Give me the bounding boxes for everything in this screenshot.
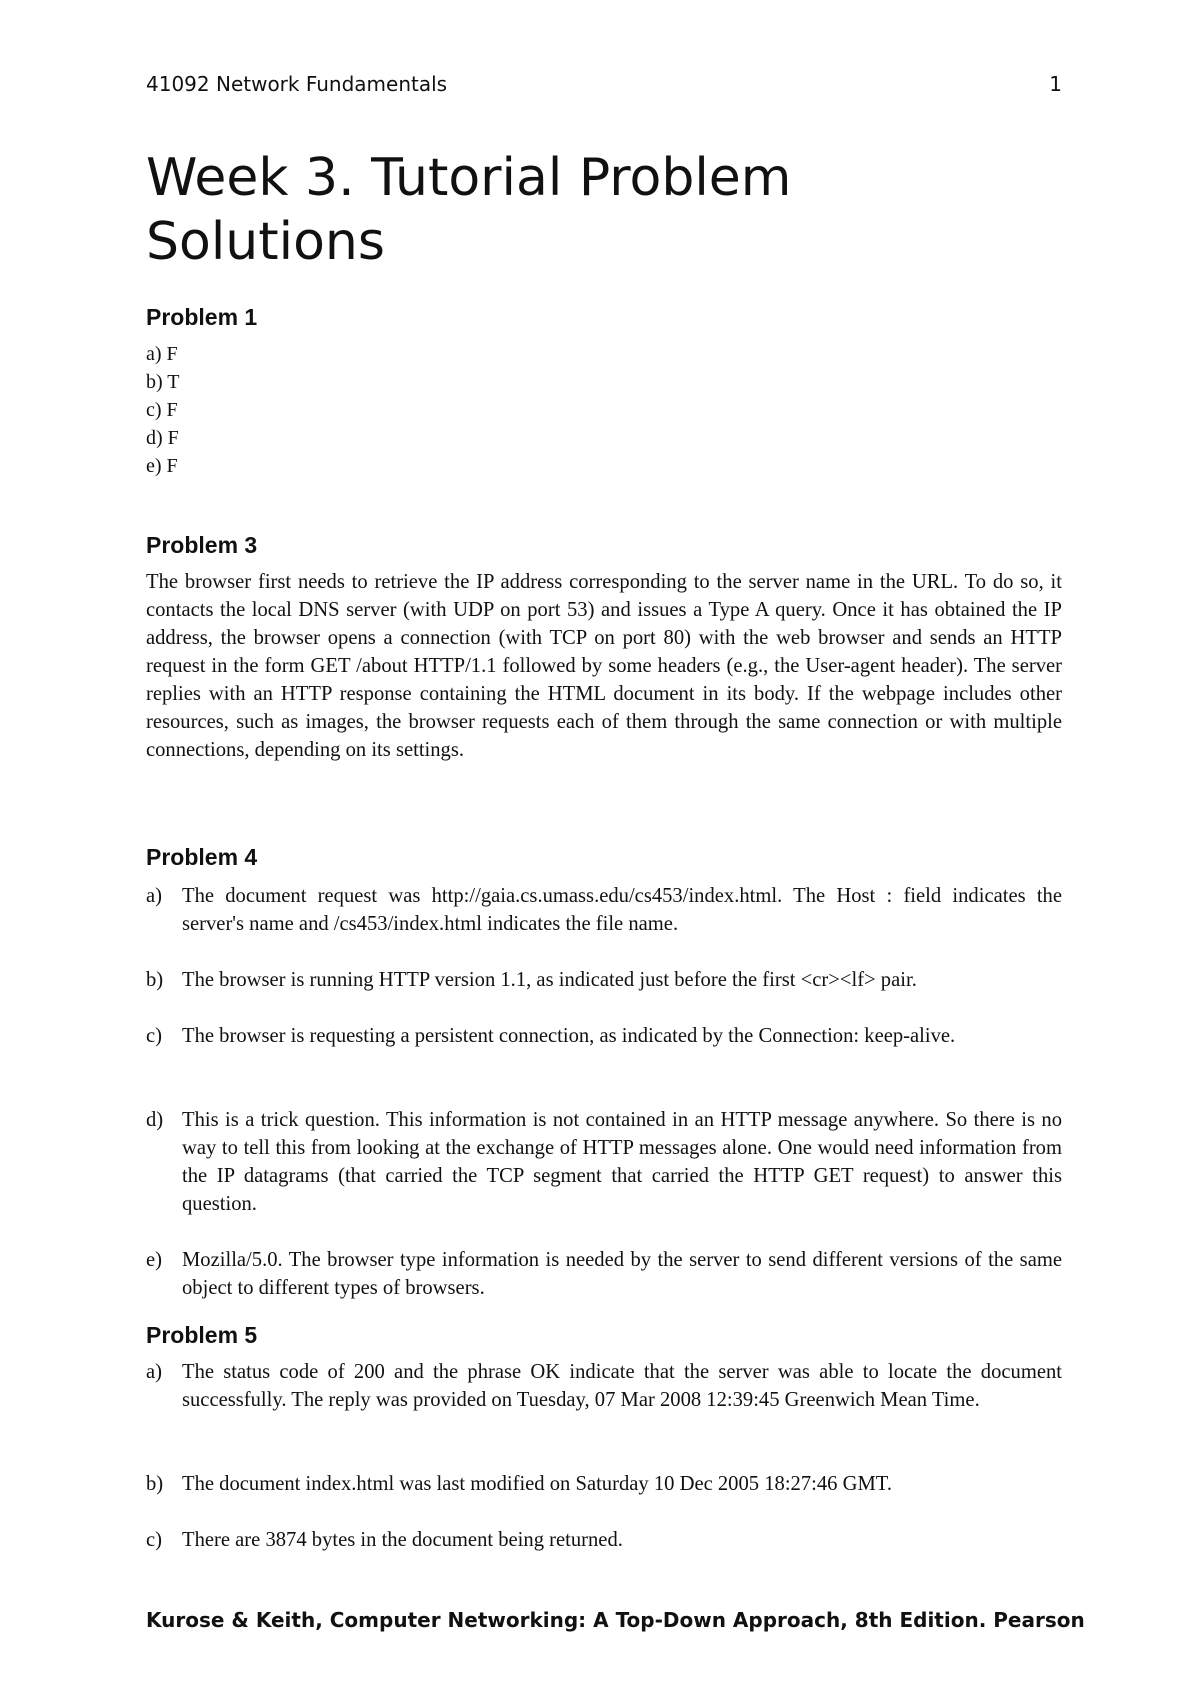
item-label: b): [146, 1473, 164, 1495]
problem-4-item-e: [146, 1246, 1062, 1302]
answer-item: b) T: [146, 371, 180, 393]
item-text: The status code of 200 and the phrase OK indicate that the server was able to locate the document successfully. The reply was provided on Tuesday, 07 Mar 2008 12:39:45 Greenwich Mean Time.: [182, 1361, 1062, 1411]
answer-item: d) F: [146, 427, 179, 449]
item-text: The document request was http://gaia.cs.umass.edu/cs453/index.html. The Host : field indicates the server's name and /cs453/index.html indicates the file name.: [182, 885, 1062, 935]
item-label: a): [146, 1361, 162, 1383]
problem-1-answers: [146, 340, 180, 480]
item-text: This is a trick question. This information is not contained in an HTTP message anywhere. So there is no way to tell this from looking at the exchange of HTTP messages alone. One would need information from the IP datagrams (that carried the TCP segment that carried the HTTP GET request) to answer this question.: [182, 1109, 1062, 1215]
item-text: There are 3874 bytes in the document being returned.: [182, 1529, 623, 1551]
problem-3-paragraph: The browser first needs to retrieve the IP address corresponding to the server name in the URL. To do so, it contacts the local DNS server (with UDP on port 53) and issues a Type A query. Once it has obtained the IP address, the browser opens a connection (with TCP on port 80) with the web browser and sends an HTTP request in the form GET /about HTTP/1.1 followed by some headers (e.g., the User-agent header). The server replies with an HTTP response containing the HTML document in its body. If the webpage includes other resources, such as images, the browser requests each of them through the same connection or with multiple connections, depending on its settings.: [146, 571, 1062, 761]
problem-5-item-a: [146, 1358, 1062, 1414]
item-label: b): [146, 969, 164, 991]
problem-4-item-a: [146, 882, 1062, 938]
footer-citation: Kurose & Keith, Computer Networking: A Top-Down Approach, 8th Edition. Pearson: [146, 1608, 1085, 1632]
problem-4-item-c: [146, 1022, 1062, 1050]
item-text: The browser is running HTTP version 1.1, as indicated just before the first <cr><lf> pair.: [182, 969, 917, 991]
problem-1-heading: Problem 1: [146, 304, 258, 330]
item-label: e): [146, 1249, 162, 1271]
item-label: c): [146, 1529, 162, 1551]
item-text: The browser is requesting a persistent connection, as indicated by the Connection: keep-alive.: [182, 1025, 956, 1047]
problem-5-item-c: [146, 1526, 1062, 1554]
page-title: Week 3. Tutorial Problem Solutions: [146, 148, 792, 272]
header-page-number: 1: [1049, 72, 1062, 96]
problem-4-item-d: [146, 1106, 1062, 1218]
item-label: a): [146, 885, 162, 907]
problem-4-item-b: [146, 966, 1062, 994]
header-course-title: 41092 Network Fundamentals: [146, 72, 448, 96]
problem-3-heading: Problem 3: [146, 532, 258, 558]
problem-4-heading: Problem 4: [146, 844, 258, 870]
item-label: c): [146, 1025, 162, 1047]
answer-item: c) F: [146, 399, 178, 421]
item-text: Mozilla/5.0. The browser type information is needed by the server to send different versions of the same object to different types of browsers.: [182, 1249, 1062, 1299]
answer-item: a) F: [146, 343, 178, 365]
problem-5-heading: Problem 5: [146, 1322, 258, 1348]
answer-item: e) F: [146, 455, 178, 477]
item-label: d): [146, 1109, 164, 1131]
item-text: The document index.html was last modified on Saturday 10 Dec 2005 18:27:46 GMT.: [182, 1473, 892, 1495]
problem-5-item-b: [146, 1470, 1062, 1498]
